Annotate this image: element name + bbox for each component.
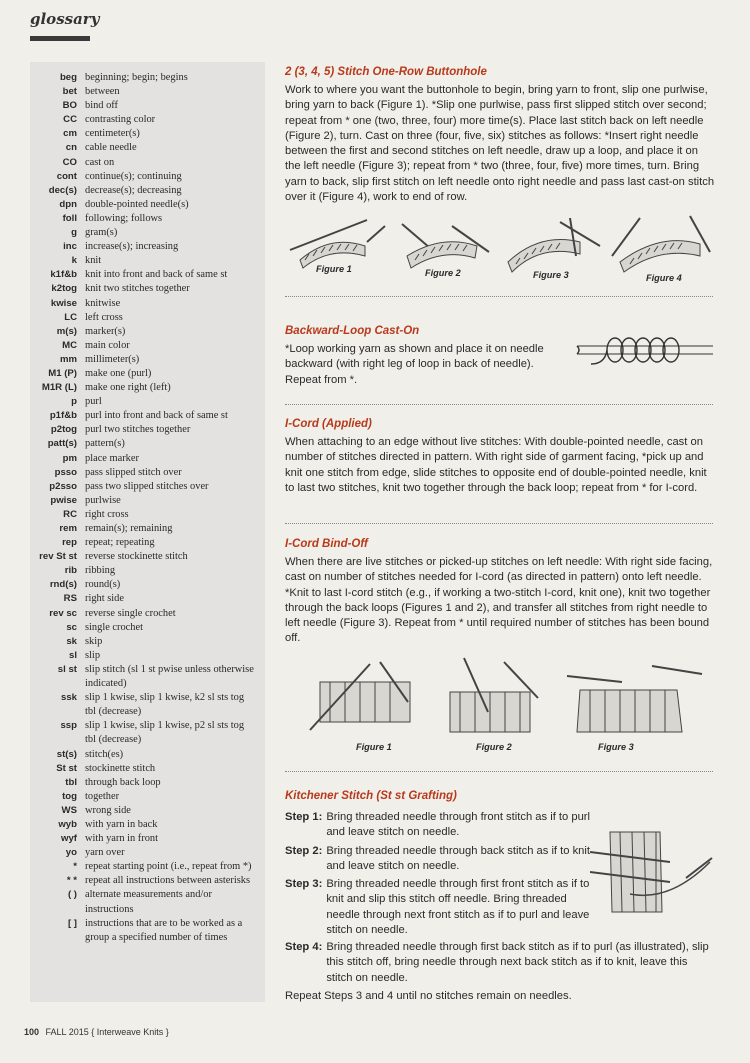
- section-title: I-Cord Bind-Off: [285, 538, 368, 550]
- abbreviation-term: RC: [63, 508, 77, 520]
- abbreviation-term: pwise: [50, 494, 77, 506]
- abbreviation-row: [30, 607, 265, 621]
- abbreviation-term: WS: [61, 804, 77, 816]
- step-label: Step 1:: [285, 811, 323, 823]
- abbreviation-definition: stockinette stitch: [85, 762, 156, 774]
- abbreviation-definition: stitch(es): [85, 748, 124, 760]
- kitchener-step-4: [285, 940, 715, 1004]
- abbreviation-row: [30, 311, 265, 325]
- abbreviation-definition: purl into front and back of same st: [85, 410, 228, 422]
- abbreviation-definition: right side: [85, 593, 124, 605]
- buttonhole-figure-1-label: Figure 1: [316, 264, 352, 274]
- abbreviation-definition: through back loop: [85, 776, 161, 788]
- abbreviation-definition: with yarn in front: [85, 833, 159, 845]
- abbreviation-definition: skip: [85, 635, 103, 647]
- abbreviation-term: M1R (L): [41, 382, 77, 394]
- abbreviation-term: *: [73, 861, 77, 873]
- abbreviation-definition: place marker: [85, 452, 139, 464]
- abbreviation-term: RS: [63, 593, 77, 605]
- section-divider: [285, 523, 713, 524]
- section-title: Kitchener Stitch (St st Grafting): [285, 790, 457, 802]
- abbreviation-term: kwise: [50, 297, 77, 309]
- abbreviation-definition: between: [85, 86, 120, 98]
- abbreviation-term: cn: [65, 142, 77, 154]
- abbreviation-term: m(s): [56, 325, 77, 337]
- abbreviation-definition: reverse stockinette stitch: [85, 551, 188, 563]
- abbreviation-row: [30, 649, 265, 663]
- abbreviation-term: p2tog: [50, 424, 77, 436]
- abbreviation-term: LC: [64, 311, 77, 323]
- abbreviation-row: [30, 367, 265, 381]
- abbreviation-row: [30, 254, 265, 268]
- abbreviation-row: [30, 719, 265, 747]
- abbreviation-definition: left cross: [85, 311, 123, 323]
- abbreviation-definition: repeat all instructions between asterisks: [85, 875, 251, 887]
- abbreviation-term: dpn: [59, 198, 77, 210]
- abbreviation-definition: reverse single crochet: [85, 607, 176, 619]
- abbreviation-definition: continue(s); continuing: [85, 170, 182, 182]
- abbreviation-row: [30, 663, 265, 691]
- abbreviation-definition: purlwise: [85, 494, 121, 506]
- abbreviation-term: p1f&b: [49, 410, 77, 422]
- buttonhole-figure-1-drawing: [290, 220, 385, 268]
- abbreviation-definition: purl two stitches together: [85, 424, 191, 436]
- backward-loop-section: [285, 325, 560, 388]
- abbreviation-row: [30, 423, 265, 437]
- abbreviation-row: [30, 282, 265, 296]
- abbreviation-term: sl: [68, 649, 77, 661]
- backward-loop-illustration: [575, 330, 715, 366]
- section-divider: [285, 771, 713, 772]
- kitchener-steps-1-3: [285, 810, 593, 941]
- icord-figure-2-label: Figure 2: [476, 742, 512, 752]
- abbreviation-term: cm: [63, 128, 77, 140]
- abbreviation-definition: pass two slipped stitches over: [85, 480, 209, 492]
- abbreviation-row: [30, 452, 265, 466]
- abbreviation-term: pm: [62, 452, 77, 464]
- abbreviation-definition: slip 1 kwise, slip 1 kwise, p2 sl sts tog tbl (decrease): [85, 720, 245, 746]
- abbreviation-row: [30, 592, 265, 606]
- abbreviation-definition: repeat; repeating: [85, 537, 155, 549]
- magazine-name: { Interweave Knits }: [91, 1027, 169, 1037]
- abbreviation-row: [30, 353, 265, 367]
- icord-applied-section: [285, 418, 715, 496]
- section-divider: [285, 404, 713, 405]
- abbreviation-term: tbl: [65, 776, 77, 788]
- buttonhole-figure-3-label: Figure 3: [533, 270, 569, 280]
- abbreviation-row: [30, 141, 265, 155]
- abbreviation-term: yo: [65, 847, 77, 859]
- abbreviation-term: CO: [62, 156, 77, 168]
- abbreviation-row: [30, 776, 265, 790]
- abbreviation-definition: decrease(s); decreasing: [85, 184, 182, 196]
- abbreviation-row: [30, 846, 265, 860]
- abbreviation-term: beg: [59, 72, 77, 83]
- abbreviation-definition: double-pointed needle(s): [85, 198, 189, 210]
- buttonhole-text: Work to where you want the buttonhole to begin, bring yarn to front, slip one purlwise, bring yarn to back (Figure 1). *Slip one purlwise, pass first slipped stitch over second; repeat from * one (two, three, four) more time(s). Place last stitch back on left needle (Figure 2), turn. Cast on three (four, five, six) stitches as follows: *Insert right needle between the first and second stitches on left needle, draw up a loop, and place it on the left needle (Figure 3); repeat from * two (three, four, five) more times, turn. Bring yarn to back, slip first stitch on left needle onto right needle and pass last cast-on stitch over it (Figure 4), work to end of row.: [285, 84, 715, 204]
- abbreviation-row: [30, 226, 265, 240]
- abbreviation-row: [30, 381, 265, 395]
- abbreviation-definition: knit two stitches together: [85, 283, 190, 295]
- abbreviation-term: rib: [64, 565, 77, 577]
- abbreviation-term: k2tog: [51, 283, 77, 295]
- abbreviation-row: [30, 748, 265, 762]
- abbreviation-definition: main color: [85, 339, 130, 351]
- abbreviation-row: [30, 522, 265, 536]
- abbreviation-row: [30, 508, 265, 522]
- icord-figure-1-label: Figure 1: [356, 742, 392, 752]
- icord-figure-3-drawing: [567, 666, 702, 732]
- abbreviation-term: k: [71, 255, 77, 267]
- abbreviation-definition: alternate measurements and/or instructions: [85, 889, 212, 915]
- abbreviation-definition: slip 1 kwise, slip 1 kwise, k2 sl sts tog tbl (decrease): [85, 692, 245, 718]
- abbreviation-definition: yarn over: [85, 847, 125, 859]
- abbreviation-definition: make one right (left): [85, 382, 171, 394]
- abbreviation-row: [30, 762, 265, 776]
- abbreviation-definition: ribbing: [85, 565, 116, 577]
- abbreviation-row: [30, 466, 265, 480]
- abbreviation-definition: bind off: [85, 100, 118, 112]
- kitchener-illustration: [590, 822, 715, 922]
- abbreviation-row: [30, 99, 265, 113]
- kitchener-repeat-text: Repeat Steps 3 and 4 until no stitches remain on needles.: [285, 989, 572, 1002]
- abbreviation-term: wyf: [61, 833, 77, 845]
- abbreviation-definition: instructions that are to be worked as a group a specified number of times: [85, 917, 243, 943]
- abbreviation-row: [30, 409, 265, 423]
- abbreviation-term: k1f&b: [50, 269, 77, 281]
- abbreviation-definition: centimeter(s): [85, 128, 140, 140]
- abbreviation-term: rnd(s): [49, 579, 77, 591]
- page-number: 100: [24, 1027, 40, 1037]
- abbreviation-row: [30, 170, 265, 184]
- buttonhole-section: [285, 66, 715, 205]
- kitchener-section: [285, 790, 715, 802]
- abbreviation-definition: knit: [85, 255, 102, 267]
- abbreviation-row: [30, 804, 265, 818]
- abbreviation-term: rev sc: [49, 607, 77, 619]
- abbreviation-term: wyb: [58, 818, 77, 830]
- abbreviation-definition: pass slipped stitch over: [85, 466, 182, 478]
- issue: FALL 2015: [45, 1027, 89, 1037]
- abbreviation-term: ssp: [60, 720, 77, 732]
- icord-bindoff-section: [285, 538, 715, 647]
- abbreviation-definition: increase(s); increasing: [85, 241, 179, 253]
- icord-applied-text: When attaching to an edge without live stitches: With double-pointed needle, cast on number of stitches directed in pattern. With right side of garment facing, *pick up and knit one stitch from edge, slide stitches to opposite end of double-pointed needle, knit to last two stitches, knit two together through the back loop; repeat from * for I-cord.: [285, 436, 707, 494]
- buttonhole-figure-3-drawing: [508, 218, 600, 272]
- abbreviation-definition: wrong side: [85, 804, 131, 816]
- abbreviation-term: MC: [62, 339, 77, 351]
- abbreviation-definition: make one (purl): [85, 367, 152, 379]
- abbreviation-row: [30, 395, 265, 409]
- abbreviation-row: [30, 71, 265, 85]
- abbreviation-row: [30, 564, 265, 578]
- step-label: Step 4:: [285, 941, 323, 953]
- buttonhole-figure-2-label: Figure 2: [425, 268, 461, 278]
- abbreviation-term: foll: [62, 212, 77, 224]
- abbreviation-term: sk: [66, 635, 77, 647]
- abbreviation-row: [30, 691, 265, 719]
- icord-figure-2-drawing: [450, 658, 538, 732]
- abbreviation-row: [30, 480, 265, 494]
- step-label: Step 2:: [285, 844, 323, 857]
- icord-bindoff-illustrations: [300, 652, 715, 742]
- abbreviation-row: [30, 240, 265, 254]
- buttonhole-figure-4-drawing: [612, 216, 710, 272]
- section-title: I-Cord (Applied): [285, 418, 372, 430]
- step-text: Bring threaded needle through first back stitch as if to purl (as illustrated), slip this stitch off, bring needle through next back stitch as if to knit, leave this stitch on needle.: [326, 941, 709, 984]
- abbreviation-row: [30, 113, 265, 127]
- abbreviation-row: [30, 184, 265, 198]
- section-title: Backward-Loop Cast-On: [285, 325, 420, 337]
- abbreviation-term: sc: [66, 621, 77, 633]
- section-divider: [285, 296, 713, 297]
- abbreviation-definition: beginning; begin; begins: [85, 72, 188, 83]
- abbreviation-definition: slip stitch (sl 1 st pwise unless otherwise indicated): [85, 663, 254, 690]
- abbreviation-term: rem: [59, 523, 77, 534]
- abbreviation-term: ssk: [60, 692, 77, 704]
- abbreviation-row: [30, 536, 265, 550]
- abbreviation-definition: cable needle: [85, 142, 137, 154]
- step-text: Bring threaded needle through first front stitch as if to knit and slip this stitch off needle. Bring threaded needle through next front stitch as if to purl and leave stitch on needle.: [326, 878, 590, 937]
- abbreviation-term: tog: [62, 790, 77, 802]
- abbreviation-row: [30, 212, 265, 226]
- abbreviation-row: [30, 874, 265, 888]
- page-footer: [24, 1027, 169, 1037]
- abbreviation-term: p2sso: [49, 480, 77, 492]
- abbreviation-term: CC: [63, 114, 77, 126]
- abbreviation-row: [30, 198, 265, 212]
- abbreviation-definition: knit into front and back of same st: [85, 269, 228, 281]
- abbreviation-row: [30, 790, 265, 804]
- abbreviation-term: BO: [62, 100, 77, 112]
- abbreviation-term: rev St st: [39, 551, 77, 563]
- abbreviation-term: psso: [54, 466, 77, 478]
- abbreviation-term: patt(s): [47, 438, 77, 450]
- abbreviation-row: [30, 832, 265, 846]
- abbreviation-definition: contrasting color: [85, 114, 156, 126]
- abbreviation-definition: together: [85, 790, 120, 802]
- abbreviation-definition: pattern(s): [85, 438, 125, 450]
- abbreviation-term: ( ): [67, 889, 77, 901]
- abbreviation-definition: slip: [85, 649, 101, 661]
- step-label: Step 3:: [285, 878, 323, 891]
- abbreviation-row: [30, 888, 265, 916]
- abbreviation-term: inc: [63, 241, 77, 253]
- abbreviation-definition: cast on: [85, 156, 115, 168]
- icord-figure-3-label: Figure 3: [598, 742, 634, 752]
- step: [285, 940, 715, 986]
- page-title: glossary: [30, 10, 100, 28]
- title-underline: [30, 36, 90, 41]
- abbreviation-term: dec(s): [48, 184, 77, 196]
- abbreviation-row: [30, 127, 265, 141]
- abbreviation-row: [30, 268, 265, 282]
- abbreviation-row: [30, 621, 265, 635]
- abbreviation-row: [30, 860, 265, 874]
- abbreviation-definition: knitwise: [85, 297, 121, 309]
- section-title: 2 (3, 4, 5) Stitch One-Row Buttonhole: [285, 66, 487, 78]
- step-text: Bring threaded needle through back stitch as if to knit and leave stitch on needle.: [326, 844, 590, 872]
- buttonhole-figure-2-drawing: [402, 224, 489, 268]
- icord-figure-1-drawing: [310, 662, 410, 730]
- abbreviation-definition: millimeter(s): [85, 353, 140, 365]
- abbreviation-row: [30, 339, 265, 353]
- abbreviation-term: st(s): [56, 748, 77, 760]
- abbreviation-row: [30, 156, 265, 170]
- abbreviation-row: [30, 85, 265, 99]
- abbreviation-term: * *: [66, 875, 77, 887]
- abbreviation-definition: purl: [85, 396, 102, 408]
- abbreviation-definition: marker(s): [85, 325, 126, 337]
- buttonhole-figure-4-label: Figure 4: [646, 273, 682, 283]
- abbreviation-definition: following; follows: [85, 212, 163, 224]
- abbreviation-row: [30, 635, 265, 649]
- abbreviation-term: sl st: [57, 663, 77, 675]
- abbreviation-term: bet: [62, 86, 77, 98]
- abbreviation-term: cont: [56, 170, 77, 182]
- abbreviation-row: [30, 494, 265, 508]
- step: [285, 810, 593, 841]
- icord-bindoff-text: When there are live stitches or picked-up stitches on left needle: With right side facing, cast on number of stitches needed for I-cord (as directed in pattern) onto left needle. *Knit to last I-cord stitch (e.g., if working a two-stitch I-cord, knit one), knit two together through the back loops (Figures 1 and 2), and transfer all stitches from right needle to left needle (Figure 3). Repeat from * until required number of stitches has been bound off.: [285, 556, 713, 645]
- abbreviation-row: [30, 578, 265, 592]
- abbreviation-definition: round(s): [85, 579, 121, 591]
- abbreviation-row: [30, 818, 265, 832]
- abbreviation-definition: single crochet: [85, 621, 143, 633]
- abbreviation-row: [30, 917, 265, 945]
- abbreviation-term: St st: [56, 762, 77, 774]
- abbreviation-row: [30, 437, 265, 451]
- step: [285, 844, 593, 875]
- abbreviation-definition: right cross: [85, 508, 129, 520]
- abbreviation-term: rep: [62, 537, 77, 549]
- abbreviation-definition: gram(s): [85, 227, 118, 239]
- abbreviation-term: mm: [59, 353, 77, 365]
- abbreviation-row: [30, 325, 265, 339]
- abbreviation-definition: with yarn in back: [85, 818, 158, 830]
- abbreviation-row: [30, 550, 265, 564]
- abbreviation-term: g: [71, 227, 77, 239]
- abbreviation-term: M1 (P): [48, 367, 77, 379]
- abbreviation-term: [ ]: [67, 917, 77, 929]
- abbreviation-definition: remain(s); remaining: [85, 523, 173, 534]
- step-text: Bring threaded needle through front stitch as if to purl and leave stitch on needle.: [326, 811, 590, 839]
- abbreviation-row: [30, 297, 265, 311]
- step: [285, 877, 593, 938]
- abbreviation-definition: repeat starting point (i.e., repeat from *): [85, 861, 252, 873]
- backward-loop-text: *Loop working yarn as shown and place it on needle backward (with right leg of loop in back of needle). Repeat from *.: [285, 343, 544, 386]
- abbreviation-term: p: [71, 396, 77, 408]
- abbreviation-list: [30, 71, 265, 945]
